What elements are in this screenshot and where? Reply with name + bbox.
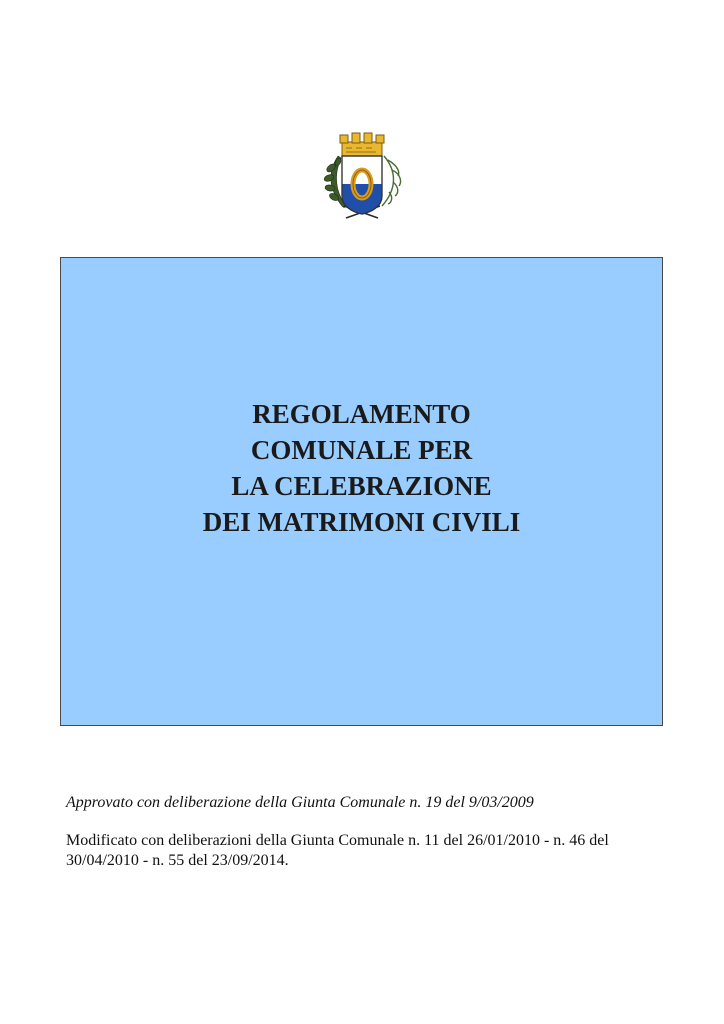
approval-note: Approvato con deliberazione della Giunta Comunale n. 19 del 9/03/2009 xyxy=(66,794,534,811)
title-line: DEI MATRIMONI CIVILI xyxy=(202,507,521,537)
title-line: REGOLAMENTO xyxy=(252,399,471,429)
modification-note: Modificato con deliberazioni della Giunta Comunale n. 11 del 26/01/2010 - n. 46 del 30/04/2010 - n. 55 del 23/09/2014. xyxy=(66,832,609,869)
title-box xyxy=(60,257,663,726)
coat-of-arms-icon xyxy=(318,126,406,224)
document-title xyxy=(61,396,662,540)
title-line: LA CELEBRAZIONE xyxy=(231,471,492,501)
title-line: COMUNALE PER xyxy=(250,435,473,465)
